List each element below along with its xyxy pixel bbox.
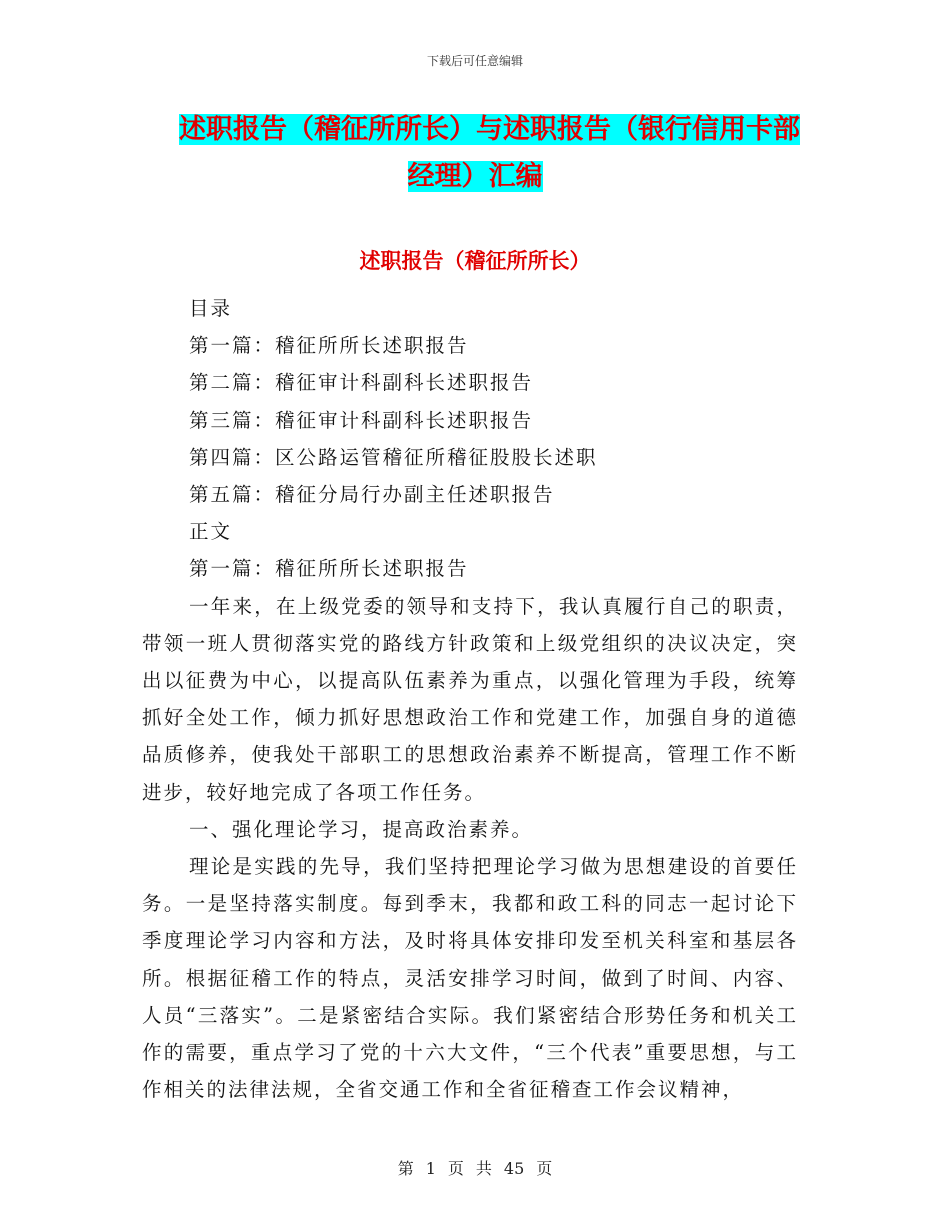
total-pages: 45 [503, 1159, 525, 1178]
page-footer [0, 1156, 950, 1179]
body-label: 正文 [189, 520, 233, 544]
body-subheading: 一、强化理论学习，提高政治素养。 [189, 817, 534, 841]
toc-item: 第四篇：区公路运管稽征所稽征股股长述职 [189, 445, 598, 469]
body-paragraph: 理论是实践的先导，我们坚持把理论学习做为思想建设的首要任务。一是坚持落实制度。每到季末，我都和政工科的同志一起讨论下季度理论学习内容和方法，及时将具体安排印发至机关科室和基层各所。根据征稽工作的特点，灵活安排学习时间，做到了时间、内容、人员“三落实”。二是紧密结合实际。我们紧密结合形势任务和机关工作的需要，重点学习了党的十六大文件，“三个代表”重要思想，与工作相关的法律法规，全省交通工作和全省征稽查工作会议精神， [142, 855, 798, 1102]
footer-total-unit: 页 [536, 1159, 553, 1178]
section-title: 述职报告（稽征所所长） [359, 249, 591, 273]
document-title [150, 106, 800, 200]
chapter-heading: 第一篇：稽征所所长述职报告 [189, 557, 469, 581]
document-content [142, 290, 798, 1108]
toc-label: 目录 [189, 297, 233, 320]
document-title-line-2: 经理）汇编 [407, 161, 543, 192]
page-header: 下载后可任意编辑 [426, 54, 523, 68]
footer-page-unit: 页 [447, 1159, 464, 1178]
document-title-line-1: 述职报告（稽征所所长）与述职报告（银行信用卡部 [179, 114, 800, 145]
page-number: 1 [425, 1159, 436, 1178]
toc-item: 第一篇：稽征所所长述职报告 [189, 334, 469, 358]
footer-total-prefix: 共 [475, 1159, 492, 1178]
toc-item: 第三篇：稽征审计科副科长述职报告 [189, 408, 534, 432]
body-paragraph: 一年来，在上级党委的领导和支持下，我认真履行自己的职责，带领一班人贯彻落实党的路线方针政策和上级党组织的决议决定，突出以征费为中心，以提高队伍素养为重点，以强化管理为手段，统筹抓好全处工作，倾力抓好思想政治工作和党建工作，加强自身的道德品质修养，使我处干部职工的思想政治素养不断提高，管理工作不断进步，较好地完成了各项工作任务。 [142, 594, 798, 804]
toc-item: 第二篇：稽征审计科副科长述职报告 [189, 371, 534, 395]
toc-item: 第五篇：稽征分局行办副主任述职报告 [189, 483, 555, 507]
footer-prefix: 第 [397, 1159, 414, 1178]
